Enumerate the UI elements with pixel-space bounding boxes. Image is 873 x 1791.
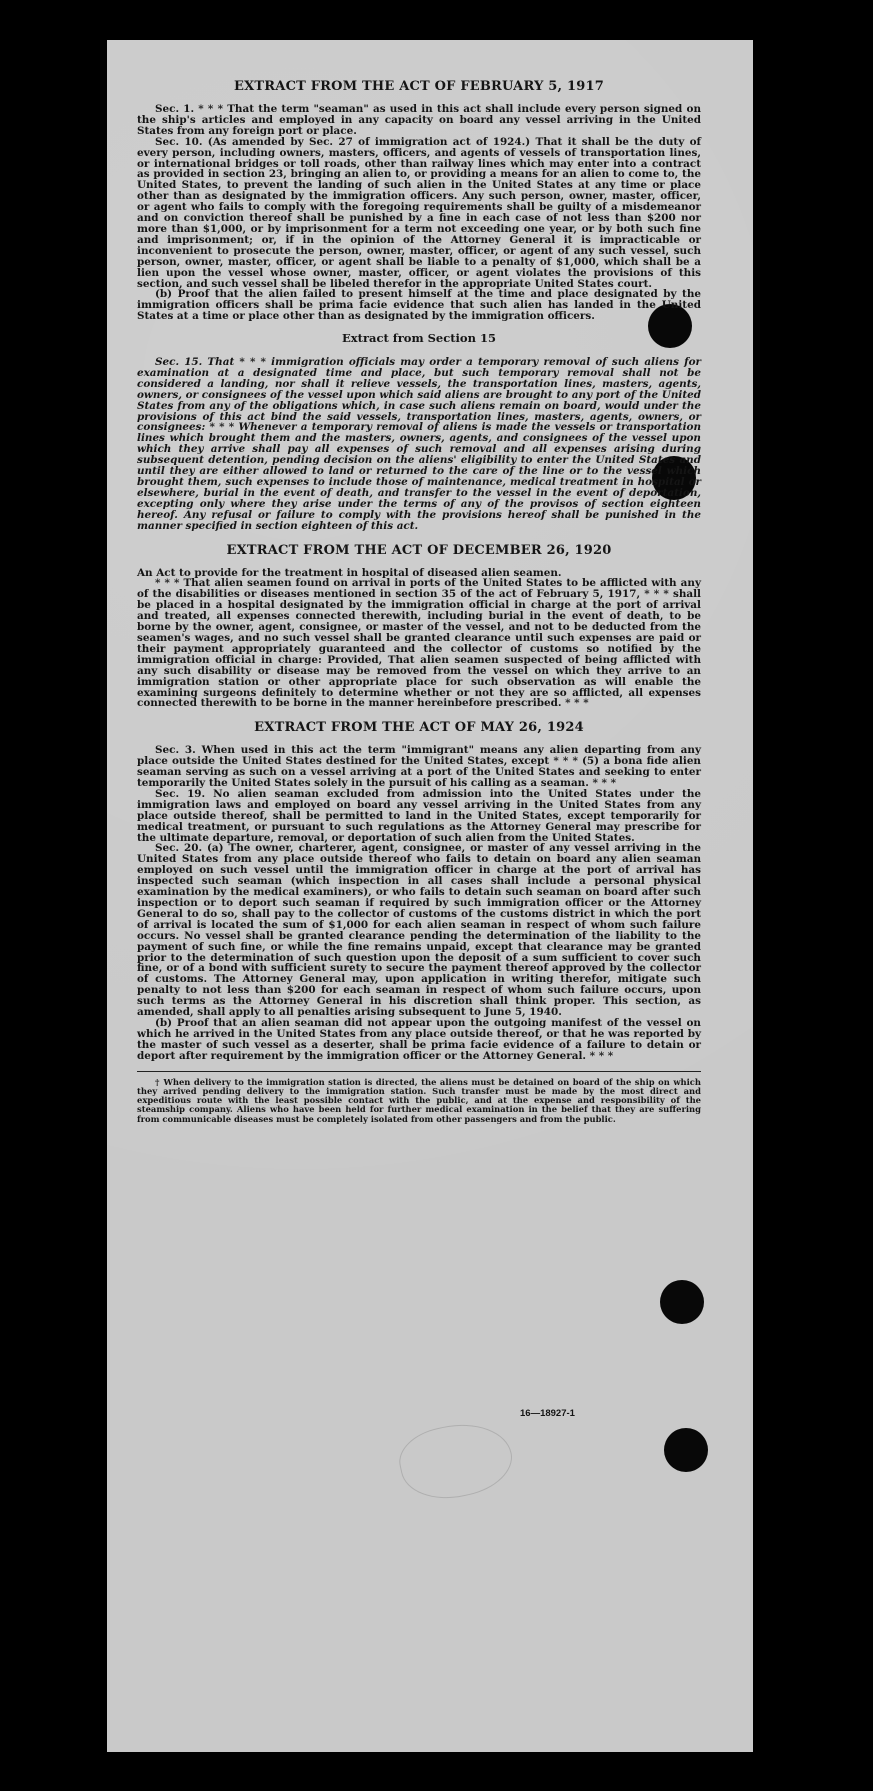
heading-act-1920: EXTRACT FROM THE ACT OF DECEMBER 26, 1920 [226,542,612,558]
punch-hole [660,1280,704,1324]
sec-10-paragraph: Sec. 10. (As amended by Sec. 27 of immigration act of 1924.) That it shall be the duty of every person, including owners, masters, officers, and agents of vessels of transportation lines, or international bridges or toll roads, other than railway lines which may enter into a contract as provided in section 23, bringing an alien to, or providing a means for an alien to come to, the United States, to prevent the landing of such alien in the United States at any time or place other than as designated by the immigration officers. Any such person, owner, master, officer, or agent who fails to comply with the foregoing requirements shall be guilty of a misdemeanor and on conviction thereof shall be punished by a fine in each case of not less than $200 nor more than $1,000, or by imprisonment for a term not exceeding one year, or by both such fine and imprisonment; or, if in the opinion of the Attorney General it is impracticable or inconvenient to prosecute the person, owner, master, officer, or agent of any such vessel, such person, owner, master, officer, or agent shall be liable to a penalty of $1,000, which shall be a lien upon the vessel whose owner, master, officer, or agent violates the provisions of this section, and such vessel shall be libeled therefor in the appropriate United States court. [137,135,701,290]
sec-10b-paragraph: (b) Proof that the alien failed to present himself at the time and place designated by the immigration officers shall be prima facie evidence that such alien has landed in the United States at a time or place other than as designated by the immigration officers. [137,288,701,323]
sec-1-paragraph: Sec. 1. * * * That the term "seaman" as used in this act shall include every person signed on the ship's articles and employed in any capacity on board any vessel arriving in the United States from any foreign port or place. [137,103,701,137]
document-text [137,80,701,1124]
sec-19-paragraph: Sec. 19. No alien seaman excluded from admission into the United States under the immigration laws and employed on board any vessel arriving in the United States from any place outside thereof, shall be permitted to land in the United States, except temporarily for medical treatment, or pursuant to such regulations as the Attorney General may prescribe for the ultimate departure, removal, or deportation of such alien from the United States. [137,787,701,844]
footnote-divider [137,1071,701,1072]
sec-3-paragraph: Sec. 3. When used in this act the term "immigrant" means any alien departing from any place outside the United States destined for the United States, except * * * (5) a bona fide alien seaman serving as such on a vessel arriving at a port of the United States and seeking to enter temporarily the United States solely in the pursuit of his calling as a seaman. * * * [137,744,701,790]
sec-20a-paragraph: Sec. 20. (a) The owner, charterer, agent, consignee, or master of any vessel arriving in the United States from any place outside thereof who fails to detain on board any alien seaman employed on such vessel until the immigration officer in charge at the port of arrival has inspected such seaman (which inspection in all cases shall include a personal physical examination by the medical examiners), or who fails to detain such seaman on board after such inspection or to deport such seaman if required by such immigration officer or the Attorney General to do so, shall pay to the collector of customs of the customs district in which the port of arrival is located the sum of $1,000 for each alien seaman in respect of whom such failure occurs. No vessel shall be granted clearance pending the determination of the liability to the payment of such fine, or while the fine remains unpaid, except that clearance may be granted prior to the determination of such question upon the deposit of a sum sufficient to cover such fine, or of a bond with sufficient surety to secure the payment thereof approved by the collector of customs. The Attorney General may, upon application in writing therefor, mitigate such penalty to not less than $200 for each seaman in respect of whom such failure occurs, upon such terms as the Attorney General in his discretion shall think proper. This section, as amended, shall apply to all penalties arising subsequent to June 5, 1940. [137,842,701,1019]
footnote: † When delivery to the immigration station is directed, the aliens must be detained on board of the ship on which they arrived pending delivery to the immigration station. Such transfer must be made by the most direct and expeditious route with the least possible contact with the public, and at the expense and responsibility of the steamship company. Aliens who have been held for further medical examination in the belief that they are suffering from communicable diseases must be completely isolated from other passengers and from the public. [137,1076,701,1124]
sec-20b-paragraph: (b) Proof that an alien seaman did not appear upon the outgoing manifest of the vessel on which he arrived in the United States from any place outside thereof, or that he was reported by the master of such vessel as a deserter, shall be prima facie evidence of a failure to detain or deport after requirement by the immigration officer or the Attorney General. * * * [137,1016,701,1062]
act-1920-paragraph: * * * That alien seamen found on arrival in ports of the United States to be afflicted with any of the disabilities or diseases mentioned in section 35 of the act of February 5, 1917, * * * shall be placed in a hospital designated by the immigration official in charge at the port of arrival and treated, all expenses connected therewith, including burial in the event of death, to be borne by the owner, agent, consignee, or master of the vessel, and not to be deducted from the seamen's wages, and no such vessel shall be granted clearance until such expenses are paid or their payment appropriately guaranteed and the collector of customs so notified by the immigration official in charge: Provided, That alien seamen suspected of being afflicted with any such disability or disease may be removed from the vessel on which they arrive to an immigration station or other appropriate place for such observation as will enable the examining surgeons definitely to determine whether or not they are so afflicted, all expenses connected therewith to be borne in the manner hereinbefore prescribed. * * * [137,577,701,710]
heading-section-15: Extract from Section 15 [342,331,496,346]
sec-15-paragraph: Sec. 15. That * * * immigration officials may order a temporary removal of such aliens for examination at a designated time and place, but such temporary removal shall not be considered a landing, nor shall it relieve vessels, the transportation lines, masters, agents, owners, or consignees of the vessel upon which said aliens are brought to any port of the United States from any of the obligations which, in case such aliens remain on board, would under the provisions of this act bind the said vessels, transportation lines, masters, agents, owners, or consignees: * * * Whenever a temporary removal of aliens is made the vessels or transportation lines which brought them and the masters, owners, agents, and consignees of the vessel upon which they arrive shall pay all expenses of such removal and all expenses arising during subsequent detention, pending decision on the aliens' eligibility to enter the United States and until they are either allowed to land or returned to the care of the line or to the vessel which brought them, such expenses to include those of maintenance, medical treatment in hospital or elsewhere, burial in the event of death, and transfer to the vessel in the event of deportation, excepting only where they arise under the terms of any of the provisos of section eighteen hereof. Any refusal or failure to comply with the provisions hereof shall be punished in the manner specified in section eighteen of this act. [137,356,701,532]
heading-act-1917: EXTRACT FROM THE ACT OF FEBRUARY 5, 1917 [234,79,604,94]
punch-hole [664,1428,708,1472]
form-number: 16—18927-1 [520,1408,575,1419]
heading-act-1924: EXTRACT FROM THE ACT OF MAY 26, 1924 [254,720,584,736]
act-1920-title: An Act to provide for the treatment in hospital of diseased alien seamen. [137,566,562,579]
